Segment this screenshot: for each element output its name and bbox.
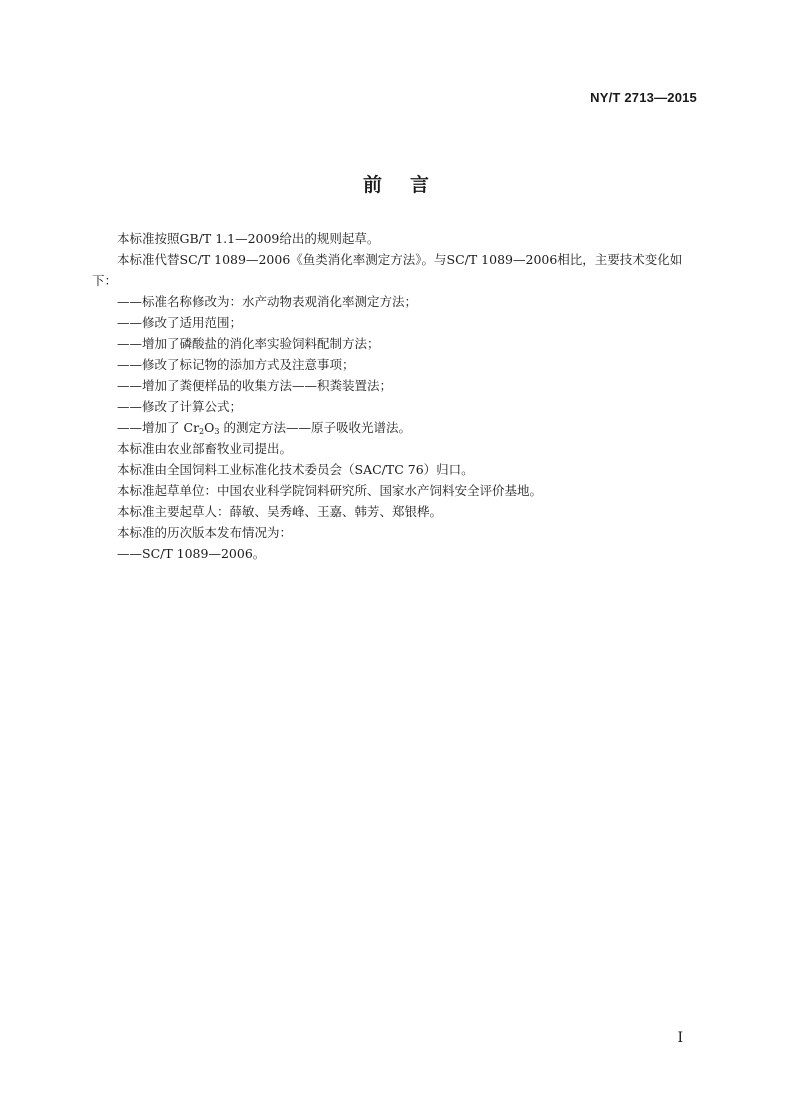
chemical-formula: $Cr_2O_3$ (183, 420, 220, 436)
page-number: I (677, 1030, 683, 1046)
list-item (92, 417, 706, 438)
paragraph-history: 本标准的历次版本发布情况为： (117, 525, 293, 540)
list-item: ——SC/T 1089—2006。 (117, 546, 266, 561)
page-title: 前言 (362, 174, 457, 196)
paragraph-drafting-units: 本标准起草单位：中国农业科学院饲料研究所、国家水产饲料安全评价基地。 (117, 483, 543, 498)
list-item: ——标准名称修改为：水产动物表观消化率测定方法； (117, 294, 418, 309)
paragraph-committee: 本标准由全国饲料工业标准化技术委员会（SAC/TC 76）归口。 (117, 462, 474, 477)
list-item: ——修改了标记物的添加方式及注意事项； (117, 357, 355, 372)
paragraph-drafting-rules: 本标准按照GB/T 1.1—2009给出的规则起草。 (117, 231, 380, 246)
paragraph-proposer: 本标准由农业部畜牧业司提出。 (117, 441, 293, 456)
list-item-suffix: 的测定方法——原子吸收光谱法。 (223, 420, 411, 435)
paragraph-drafters: 本标准主要起草人：薛敏、吴秀峰、王嘉、韩芳、郑银桦。 (117, 504, 443, 519)
list-item-prefix: ——增加了 (117, 420, 180, 435)
list-item: ——修改了适用范围； (117, 315, 243, 330)
standard-number: NY/T 2713—2015 (590, 90, 697, 105)
list-item: ——增加了粪便样品的收集方法——积粪装置法； (117, 378, 393, 393)
list-item: ——修改了计算公式； (117, 399, 243, 414)
list-item: ——增加了磷酸盐的消化率实验饲料配制方法； (117, 336, 380, 351)
paragraph-replacement: 本标准代替SC/T 1089—2006《鱼类消化率测定方法》。与SC/T 1089—2006相比，主要技术变化如下： (92, 252, 683, 288)
foreword-body (92, 228, 706, 564)
